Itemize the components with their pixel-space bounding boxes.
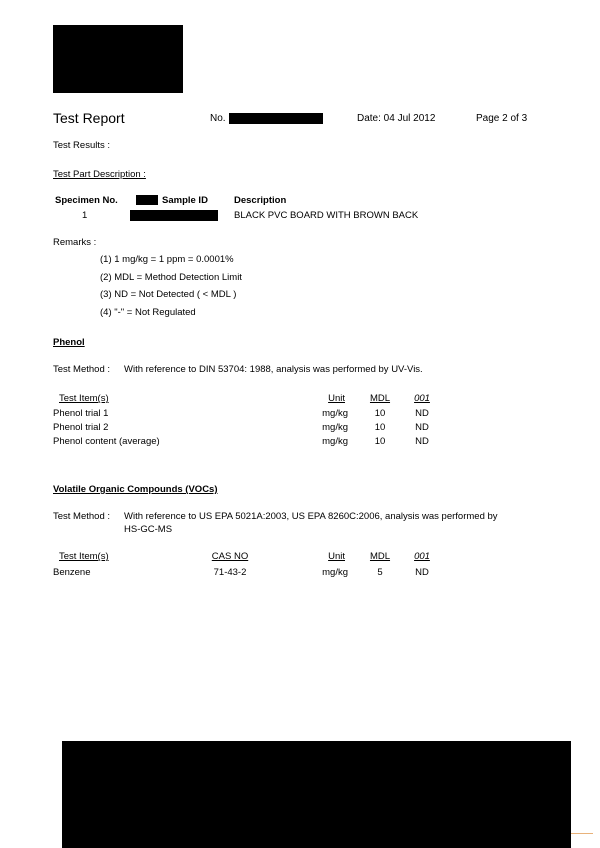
phenol-result-column-header: 001 xyxy=(414,393,430,404)
table-row-item: Phenol trial 1 xyxy=(53,408,109,419)
report-date: Date: 04 Jul 2012 xyxy=(357,113,436,124)
remark-item: (4) "-" = Not Regulated xyxy=(100,307,196,318)
specimen-number: 1 xyxy=(82,210,88,221)
redacted-logo xyxy=(53,25,183,93)
table-row-item: Phenol trial 2 xyxy=(53,422,109,433)
phenol-unit-column-header: Unit xyxy=(328,393,345,404)
redacted-sample-id xyxy=(130,210,218,221)
voc-method-text-line2: HS-GC-MS xyxy=(124,524,173,535)
page-title: Test Report xyxy=(53,110,125,126)
table-row-item: Benzene xyxy=(53,567,91,578)
page-number: Page 2 of 3 xyxy=(476,113,528,124)
table-row-unit: mg/kg xyxy=(322,422,348,433)
table-row-unit: mg/kg xyxy=(322,567,348,578)
phenol-method-text: With reference to DIN 53704: 1988, analysis was performed by UV-Vis. xyxy=(124,364,423,375)
table-row-mdl: 10 xyxy=(374,422,386,433)
phenol-item-column-header: Test Item(s) xyxy=(59,393,109,404)
voc-unit-column-header: Unit xyxy=(328,551,345,562)
table-row-unit: mg/kg xyxy=(322,436,348,447)
table-row-result: ND xyxy=(415,567,429,578)
table-row-cas: 71-43-2 xyxy=(213,567,247,578)
voc-item-column-header: Test Item(s) xyxy=(59,551,109,562)
redacted-report-number xyxy=(229,113,323,124)
voc-result-column-header: 001 xyxy=(414,551,430,562)
table-row-result: ND xyxy=(415,422,429,433)
voc-heading: Volatile Organic Compounds (VOCs) xyxy=(53,484,218,495)
test-results-label: Test Results : xyxy=(53,140,111,151)
table-row-result: ND xyxy=(415,436,429,447)
voc-method-label: Test Method : xyxy=(53,511,111,522)
specimen-column-header: Specimen No. xyxy=(55,195,118,206)
sample-id-column-header: Sample ID xyxy=(162,195,208,206)
voc-cas-column-header: CAS NO xyxy=(211,551,249,562)
table-row-mdl: 10 xyxy=(374,436,386,447)
phenol-mdl-column-header: MDL xyxy=(369,393,391,404)
table-row-item: Phenol content (average) xyxy=(53,436,160,447)
phenol-heading: Phenol xyxy=(53,337,85,348)
remarks-label: Remarks : xyxy=(53,237,97,248)
table-row-unit: mg/kg xyxy=(322,408,348,419)
remark-item: (3) ND = Not Detected ( < MDL ) xyxy=(100,289,237,300)
redacted-footer xyxy=(62,741,571,848)
voc-method-text-line1: With reference to US EPA 5021A:2003, US EPA 8260C:2006, analysis was performed by xyxy=(124,511,498,522)
voc-mdl-column-header: MDL xyxy=(369,551,391,562)
specimen-description: BLACK PVC BOARD WITH BROWN BACK xyxy=(234,210,419,221)
remark-item: (1) 1 mg/kg = 1 ppm = 0.0001% xyxy=(100,254,234,265)
description-column-header: Description xyxy=(234,195,287,206)
table-row-mdl: 10 xyxy=(374,408,386,419)
report-no-label: No. xyxy=(210,113,226,124)
remark-item: (2) MDL = Method Detection Limit xyxy=(100,272,242,283)
table-row-mdl: 5 xyxy=(377,567,383,578)
part-description-heading: Test Part Description : xyxy=(53,169,146,180)
phenol-method-label: Test Method : xyxy=(53,364,111,375)
footer-accent-line xyxy=(571,833,593,834)
redacted-sample-id-prefix xyxy=(136,195,158,205)
table-row-result: ND xyxy=(415,408,429,419)
